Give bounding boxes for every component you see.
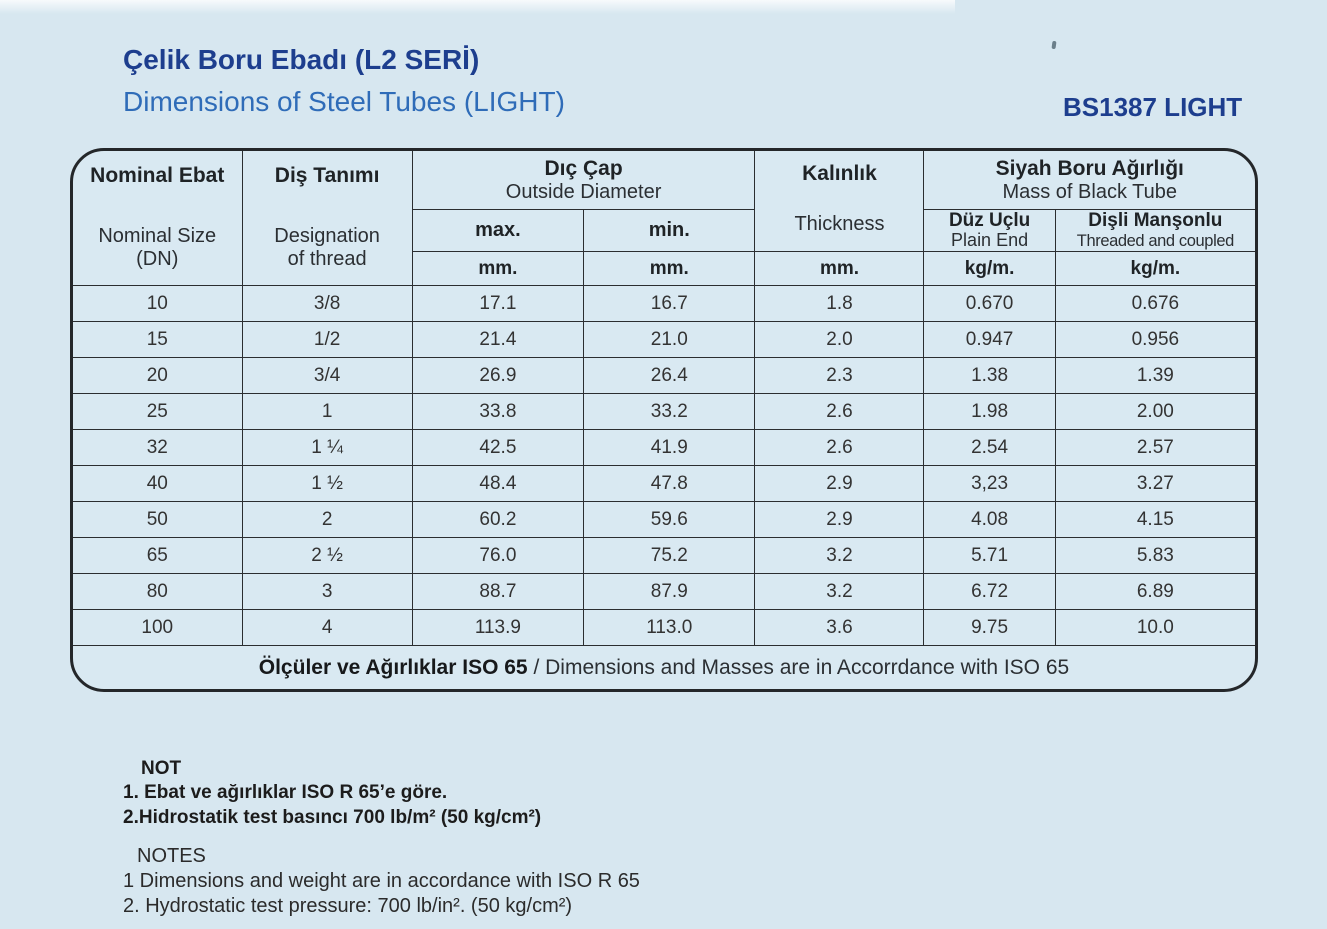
table-row	[73, 610, 1255, 646]
cell-thickness: 2.0	[755, 322, 924, 358]
unit-kgm-label: kg/m.	[964, 257, 1015, 279]
table-row	[73, 466, 1255, 502]
table-row	[73, 358, 1255, 394]
cell-od-min: 87.9	[584, 574, 755, 610]
scan-speck	[1051, 41, 1056, 49]
unit-kgm-label: kg/m.	[1130, 257, 1181, 279]
iso-note-english: / Dimensions and Masses are in Accorrdance with ISO 65	[527, 656, 1070, 680]
col-header-threaded-coupled	[1055, 209, 1255, 252]
cell-od-min: 16.7	[584, 286, 755, 322]
threaded-coupled-label-en: Threaded and coupled	[1076, 232, 1234, 251]
dimensions-table-container	[70, 148, 1258, 692]
document-title-english: Dimensions of Steel Tubes (LIGHT)	[123, 86, 565, 117]
cell-nominal-size: 40	[73, 466, 242, 502]
cell-thread-designation: 3/4	[242, 358, 412, 394]
unit-mm-label: mm.	[819, 257, 860, 279]
iso-note-turkish: Ölçüler ve Ağırlıklar ISO 65	[258, 656, 528, 680]
cell-od-max: 42.5	[412, 430, 583, 466]
table-row	[73, 538, 1255, 574]
cell-od-min: 41.9	[584, 430, 755, 466]
cell-mass-plain-end: 6.72	[924, 574, 1055, 610]
table-header	[73, 151, 1255, 286]
cell-mass-threaded-coupled: 4.15	[1055, 502, 1255, 538]
cell-thread-designation: 3	[242, 574, 412, 610]
outside-diameter-label-en: Outside Diameter	[505, 180, 662, 203]
table-row	[73, 502, 1255, 538]
cell-thickness: 2.6	[755, 394, 924, 430]
nominal-size-en-line1: Nominal Size	[98, 225, 217, 248]
threaded-coupled-label-tr: Dişli Manşonlu	[1088, 210, 1223, 232]
cell-mass-threaded-coupled: 0.956	[1055, 322, 1255, 358]
cell-thread-designation: 4	[242, 610, 412, 646]
cell-mass-threaded-coupled: 5.83	[1055, 538, 1255, 574]
cell-mass-plain-end: 4.08	[924, 502, 1055, 538]
mass-label-en: Mass of Black Tube	[1002, 180, 1177, 203]
cell-nominal-size: 100	[73, 610, 242, 646]
table-footer	[73, 646, 1255, 691]
cell-thickness: 3.2	[755, 538, 924, 574]
nominal-size-label-tr: Nominal Ebat	[90, 164, 225, 187]
notes-turkish-line2: 2.Hidrostatik test basıncı 700 lb/m² (50 kg/cm²)	[123, 806, 542, 828]
cell-mass-plain-end: 5.71	[924, 538, 1055, 574]
thickness-label-tr: Kalınlık	[802, 162, 877, 185]
thickness-label-en: Thickness	[794, 212, 885, 235]
cell-nominal-size: 25	[73, 394, 242, 430]
cell-od-min: 113.0	[584, 610, 755, 646]
thread-en-line1: Designation	[274, 225, 380, 248]
cell-mass-threaded-coupled: 0.676	[1055, 286, 1255, 322]
col-header-od-min	[584, 209, 755, 252]
cell-od-min: 33.2	[584, 394, 755, 430]
cell-mass-plain-end: 9.75	[924, 610, 1055, 646]
nominal-size-en-line2: (DN)	[136, 247, 179, 270]
od-min-label: min.	[648, 218, 690, 241]
notes-turkish	[123, 757, 541, 830]
cell-thickness: 3.2	[755, 574, 924, 610]
dimensions-table	[73, 151, 1255, 690]
unit-thickness	[755, 252, 924, 286]
cell-od-max: 88.7	[412, 574, 583, 610]
thread-label-tr: Diş Tanımı	[274, 164, 380, 187]
unit-od-min	[584, 252, 755, 286]
cell-mass-plain-end: 0.670	[924, 286, 1055, 322]
cell-od-min: 47.8	[584, 466, 755, 502]
cell-od-max: 60.2	[412, 502, 583, 538]
table-row	[73, 574, 1255, 610]
cell-thread-designation: 1	[242, 394, 412, 430]
unit-threaded-coupled	[1055, 252, 1255, 286]
col-group-outside-diameter	[412, 151, 755, 209]
thread-en-line2: of thread	[287, 247, 367, 270]
cell-nominal-size: 20	[73, 358, 242, 394]
cell-thread-designation: 1/2	[242, 322, 412, 358]
cell-mass-threaded-coupled: 3.27	[1055, 466, 1255, 502]
scan-edge-artifact	[0, 0, 955, 14]
table-row	[73, 394, 1255, 430]
notes-english-title: NOTES	[137, 845, 206, 867]
cell-od-max: 26.9	[412, 358, 583, 394]
cell-mass-plain-end: 3,23	[924, 466, 1055, 502]
cell-od-min: 59.6	[584, 502, 755, 538]
cell-thickness: 2.9	[755, 502, 924, 538]
unit-plain-end	[924, 252, 1055, 286]
unit-od-max	[412, 252, 583, 286]
od-max-label: max.	[475, 218, 521, 241]
standard-label: BS1387 LIGHT	[1063, 92, 1243, 122]
cell-od-max: 113.9	[412, 610, 583, 646]
table-body	[73, 286, 1255, 646]
cell-mass-threaded-coupled: 6.89	[1055, 574, 1255, 610]
cell-thickness: 2.6	[755, 430, 924, 466]
col-header-od-max	[412, 209, 583, 252]
col-header-thickness	[755, 151, 924, 252]
cell-od-max: 48.4	[412, 466, 583, 502]
mass-label-tr: Siyah Boru Ağırlığı	[995, 156, 1184, 180]
cell-thread-designation: 2 ½	[242, 538, 412, 574]
cell-od-min: 75.2	[584, 538, 755, 574]
thread-label-en	[274, 225, 380, 270]
cell-thread-designation: 3/8	[242, 286, 412, 322]
notes-english-line1: 1 Dimensions and weight are in accordance with ISO R 65	[123, 870, 640, 893]
cell-mass-threaded-coupled: 2.57	[1055, 430, 1255, 466]
nominal-size-label-en	[98, 225, 216, 270]
cell-nominal-size: 65	[73, 538, 242, 574]
notes-turkish-line1: 1. Ebat ve ağırlıklar ISO R 65’e göre.	[123, 782, 448, 804]
unit-mm-label: mm.	[649, 257, 689, 279]
cell-mass-plain-end: 1.98	[924, 394, 1055, 430]
notes-turkish-title: NOT	[141, 758, 182, 779]
cell-od-max: 17.1	[412, 286, 583, 322]
plain-end-label-tr: Düz Uçlu	[948, 209, 1031, 231]
cell-thickness: 1.8	[755, 286, 924, 322]
cell-thickness: 2.3	[755, 358, 924, 394]
plain-end-label-en: Plain End	[951, 230, 1029, 251]
cell-nominal-size: 80	[73, 574, 242, 610]
cell-thread-designation: 1 ½	[242, 466, 412, 502]
outside-diameter-label-tr: Dıç Çap	[544, 156, 623, 180]
cell-mass-plain-end: 1.38	[924, 358, 1055, 394]
cell-mass-threaded-coupled: 10.0	[1055, 610, 1255, 646]
table-row	[73, 430, 1255, 466]
notes-english-line2: 2. Hydrostatic test pressure: 700 lb/in². (50 kg/cm²)	[123, 895, 573, 918]
unit-mm-label: mm.	[478, 257, 518, 279]
cell-nominal-size: 32	[73, 430, 242, 466]
cell-od-max: 76.0	[412, 538, 583, 574]
cell-mass-plain-end: 0.947	[924, 322, 1055, 358]
cell-thread-designation: 2	[242, 502, 412, 538]
cell-nominal-size: 50	[73, 502, 242, 538]
col-group-mass-black-tube	[924, 151, 1255, 209]
iso-conformance-note	[73, 646, 1255, 691]
cell-mass-threaded-coupled: 2.00	[1055, 394, 1255, 430]
cell-nominal-size: 15	[73, 322, 242, 358]
cell-mass-plain-end: 2.54	[924, 430, 1055, 466]
col-header-thread-designation	[242, 151, 412, 286]
cell-thickness: 3.6	[755, 610, 924, 646]
notes-english	[123, 844, 640, 920]
cell-mass-threaded-coupled: 1.39	[1055, 358, 1255, 394]
cell-od-min: 26.4	[584, 358, 755, 394]
cell-thickness: 2.9	[755, 466, 924, 502]
table-row	[73, 286, 1255, 322]
cell-od-min: 21.0	[584, 322, 755, 358]
cell-od-max: 21.4	[412, 322, 583, 358]
col-header-plain-end	[924, 209, 1055, 252]
table-row	[73, 322, 1255, 358]
cell-thread-designation: 1 ¼	[242, 430, 412, 466]
document-title-turkish: Çelik Boru Ebadı (L2 SERİ)	[123, 44, 480, 75]
cell-od-max: 33.8	[412, 394, 583, 430]
col-header-nominal-size	[73, 151, 242, 286]
cell-nominal-size: 10	[73, 286, 242, 322]
